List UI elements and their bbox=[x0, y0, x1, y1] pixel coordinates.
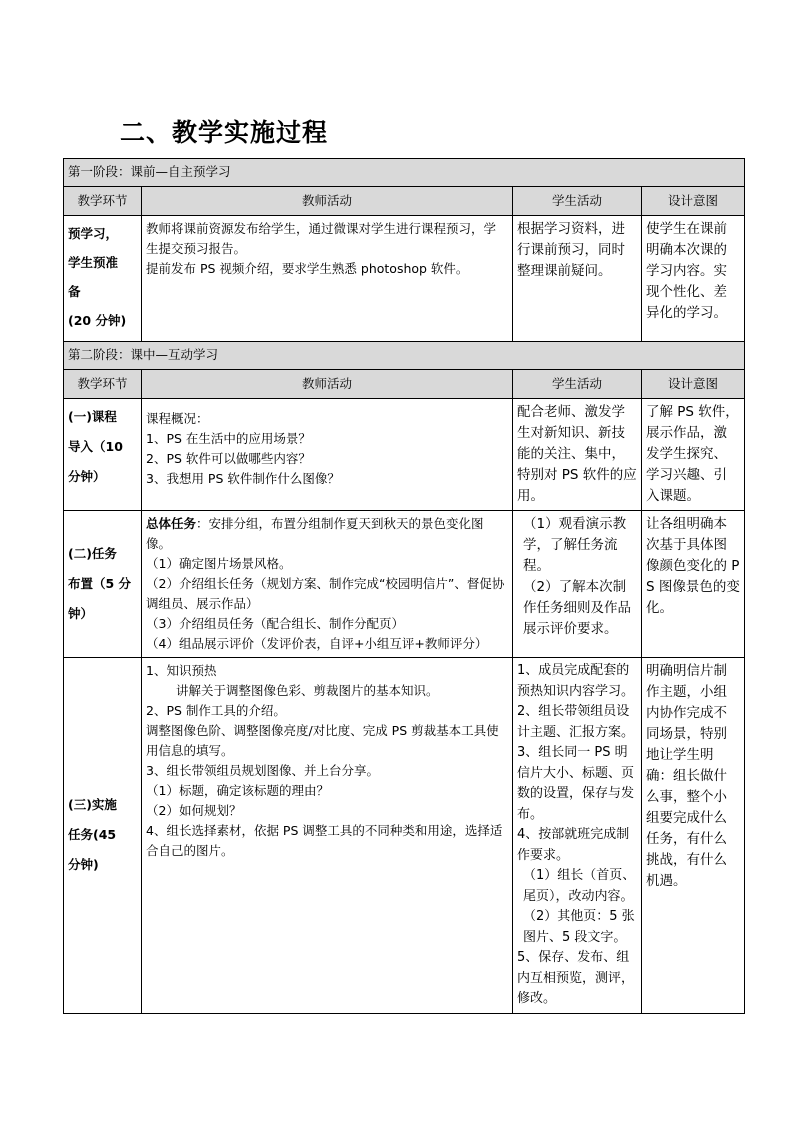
segment-cell: (三)实施 任务(45 分钟) bbox=[64, 658, 142, 1014]
header-intent: 设计意图 bbox=[642, 370, 745, 399]
lesson-plan-table bbox=[63, 158, 745, 1014]
teacher-activity-cell: 课程概况： 1、PS 在生活中的应用场景？ 2、PS 软件可以做哪些内容？ 3、我想用 PS 软件制作什么图像？ bbox=[142, 399, 513, 511]
table-header-row bbox=[64, 370, 745, 399]
design-intent-cell: 明确明信片制作主题，小组内协作完成不同场景，特别地让学生明确：组长做什么事，整个小组要完成什么任务，有什么挑战，有什么机遇。 bbox=[642, 658, 745, 1014]
teacher-activity-cell: 总体任务：安排分组，布置分组制作夏天到秋天的景色变化图像。 （1）确定图片场景风格。 （2）介绍组长任务（规划方案、制作完成“校园明信片”、督促协调组员、展示作品） （3）介绍组员任务（配合组长、制作分配页） （4）组品展示评价（发评价表，自评+小组互评+教师评分） bbox=[142, 511, 513, 658]
student-activity-cell: 配合老师、激发学生对新知识、新技能的关注、集中，特别对 PS 软件的应用。 bbox=[513, 399, 642, 511]
segment-cell: (二)任务 布置（5 分 钟） bbox=[64, 511, 142, 658]
teacher-activity-cell: 1、知识预热 讲解关于调整图像色彩、剪裁图片的基本知识。 2、PS 制作工具的介绍。 调整图像色阶、调整图像亮度/对比度、完成 PS 剪裁基本工具使用信息的填写。 3、组长带领组员规划图像、并上台分享。 （1）标题，确定该标题的理由？ （2）如何规划？ 4、组长选择素材，依据 PS 调整工具的不同种类和用途，选择适合自己的图片。 bbox=[142, 658, 513, 1014]
table-row bbox=[64, 658, 745, 1014]
page-title: 二、教学实施过程 bbox=[120, 118, 329, 147]
header-student: 学生活动 bbox=[513, 187, 642, 216]
stage-2-title: 第二阶段：课中—互动学习 bbox=[64, 342, 745, 370]
segment-cell: 预学习， 学生预准 备 (20 分钟) bbox=[64, 216, 142, 342]
table-row bbox=[64, 511, 745, 658]
header-teacher: 教师活动 bbox=[142, 370, 513, 399]
table-header-row bbox=[64, 187, 745, 216]
table-row bbox=[64, 216, 745, 342]
header-teacher: 教师活动 bbox=[142, 187, 513, 216]
student-activity-cell: 1、成员完成配套的预热知识内容学习。 2、组长带领组员设计主题、汇报方案。 3、组长同一 PS 明信片大小、标题、页数的设置，保存与发布。 4、按部就班完成制作要求。 （1）组长（首页、尾页），改动内容。 （2）其他页：5 张图片、5 段文字。 5、保存、发布、组内互相预览，测评，修改。 bbox=[513, 658, 642, 1014]
header-segment: 教学环节 bbox=[64, 187, 142, 216]
header-student: 学生活动 bbox=[513, 370, 642, 399]
header-segment: 教学环节 bbox=[64, 370, 142, 399]
design-intent-cell: 让各组明确本次基于具体图像颜色变化的 PS 图像景色的变化。 bbox=[642, 511, 745, 658]
header-intent: 设计意图 bbox=[642, 187, 745, 216]
design-intent-cell: 使学生在课前明确本次课的学习内容。实现个性化、差异化的学习。 bbox=[642, 216, 745, 342]
stage-1-title: 第一阶段：课前—自主预学习 bbox=[64, 159, 745, 187]
teacher-activity-cell: 教师将课前资源发布给学生，通过微课对学生进行课程预习，学生提交预习报告。 提前发布 PS 视频介绍，要求学生熟悉 photoshop 软件。 bbox=[142, 216, 513, 342]
table-row bbox=[64, 399, 745, 511]
overall-task-label: 总体任务 bbox=[146, 516, 197, 531]
segment-cell: (一)课程 导入（10 分钟） bbox=[64, 399, 142, 511]
student-activity-cell: 根据学习资料，进行课前预习，同时整理课前疑问。 bbox=[513, 216, 642, 342]
student-activity-cell: （1）观看演示教学，了解任务流程。 （2）了解本次制作任务细则及作品展示评价要求。 bbox=[513, 511, 642, 658]
design-intent-cell: 了解 PS 软件，展示作品，激发学生探究、学习兴趣、引入课题。 bbox=[642, 399, 745, 511]
